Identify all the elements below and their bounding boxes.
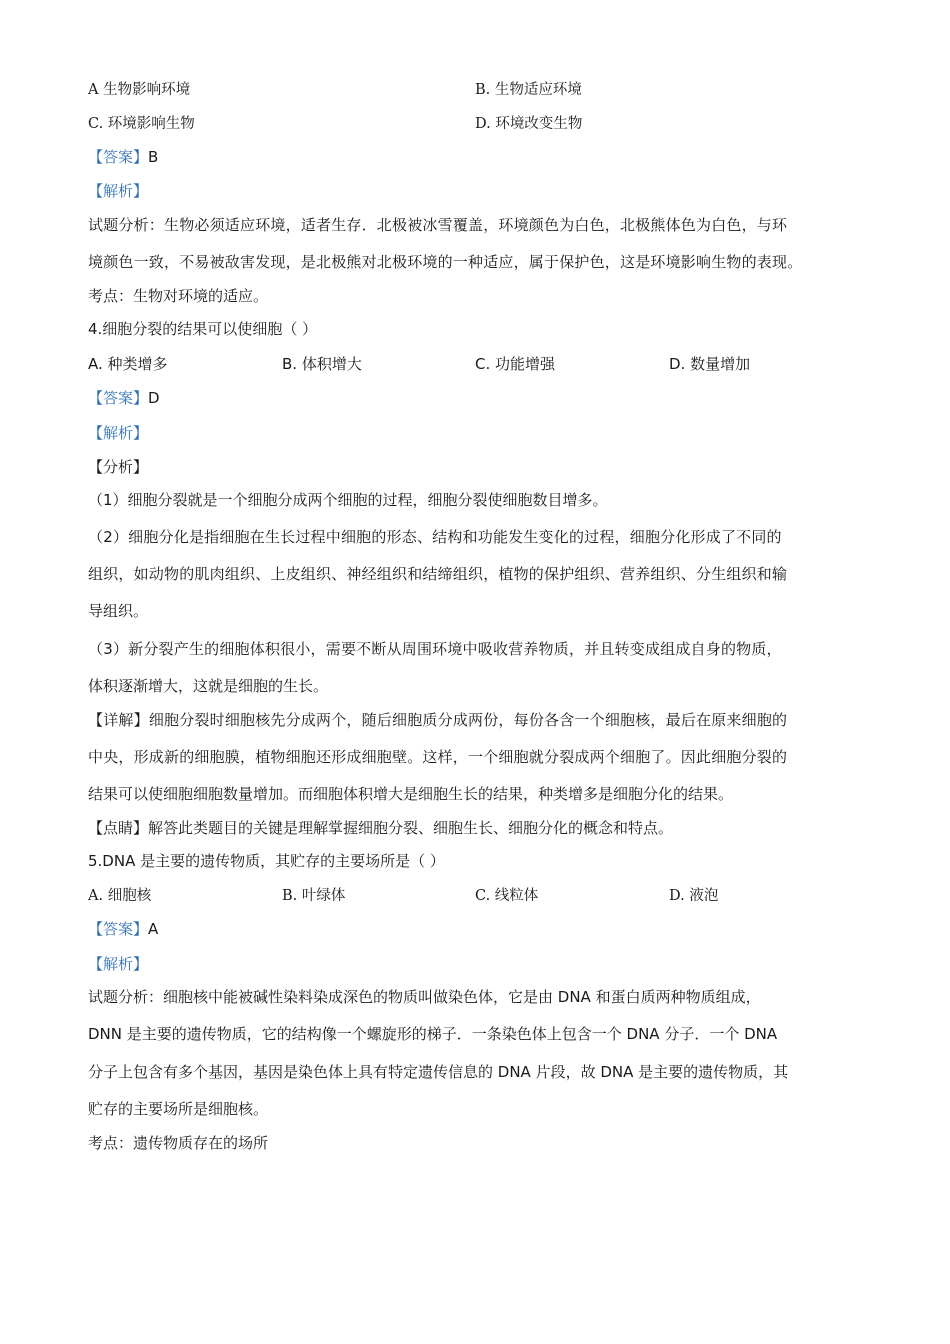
q5-analysis-line-3: 分子上包含有多个基因，基因是染色体上具有特定遗传信息的 DNA 片段，故 DNA 是主要的遗传物质，其 [88,1063,789,1081]
tip-tag: 【点睛】 [88,819,149,837]
answer-value: B [148,148,159,166]
q4-point-2-line-2: 组织，如动物的肌肉组织、上皮组织、神经组织和结缔组织，植物的保护组织、营养组织、分生组织和输 [88,565,788,583]
q4-option-d: D. 数量增加 [669,355,751,373]
q3-answer [88,145,158,169]
q5-answer [88,917,158,941]
answer-tag: 【答案】 [88,148,149,166]
q5-option-a: A. 细胞核 [88,888,152,904]
q5-kaodian: 考点：遗传物质存在的场所 [88,1134,269,1152]
q4-detail-line-2: 中央，形成新的细胞膜，植物细胞还形成细胞壁。这样，一个细胞就分裂成两个细胞了。因此细胞分裂的 [88,748,788,766]
detail-text: 细胞分裂时细胞核先分成两个，随后细胞质分成两份，每份各含一个细胞核，最后在原来细胞的 [148,711,788,729]
q5-analysis-line-4: 贮存的主要场所是细胞核。 [88,1100,269,1118]
q3-analysis-tag: 【解析】 [88,182,149,200]
q5-analysis-line-1: 试题分析：细胞核中能被碱性染料染成深色的物质叫做染色体，它是由 DNA 和蛋白质两种物质组成， [88,988,761,1006]
q5-analysis-line-2: DNN 是主要的遗传物质，它的结构像一个螺旋形的梯子．一条染色体上包含一个 DNA 分子．一个 DNA [88,1025,778,1043]
q5-option-c: C. 线粒体 [475,888,539,904]
q4-option-a: A. 种类增多 [88,355,168,373]
q4-point-2-line-1: （2）细胞分化是指细胞在生长过程中细胞的形态、结构和功能发生变化的过程，细胞分化形成了不同的 [88,528,782,546]
q3-kaodian: 考点：生物对环境的适应。 [88,287,269,305]
q5-stem: 5.DNA 是主要的遗传物质，其贮存的主要场所是（ ） [88,852,445,870]
q3-option-b: B. 生物适应环境 [475,82,582,98]
tip-text: 解答此类题目的关键是理解掌握细胞分裂、细胞生长、细胞分化的概念和特点。 [148,819,674,837]
q3-analysis-line-2: 境颜色一致，不易被敌害发现，是北极熊对北极环境的一种适应，属于保护色，这是环境影响生物的表现。 [88,253,803,271]
q3-option-a: A 生物影响环境 [88,82,191,98]
answer-tag: 【答案】 [88,920,149,938]
q4-analysis-tag: 【解析】 [88,424,149,442]
q4-point-1: （1）细胞分裂就是一个细胞分成两个细胞的过程，细胞分裂使细胞数目增多。 [88,491,608,509]
q4-detail-line-1 [88,708,787,732]
q4-answer [88,386,160,410]
q3-option-d: D. 环境改变生物 [475,116,583,132]
q4-point-3-line-1: （3）新分裂产生的细胞体积很小，需要不断从周围环境中吸收营养物质，并且转变成组成自身的物质， [88,640,782,658]
answer-value: D [148,389,160,407]
q4-detail-line-3: 结果可以使细胞细胞数量增加。而细胞体积增大是细胞生长的结果，种类增多是细胞分化的结果。 [88,785,734,803]
q5-option-d: D. 液泡 [669,888,719,904]
q3-option-c: C. 环境影响生物 [88,116,195,132]
q5-option-b: B. 叶绿体 [282,888,346,904]
q4-fenxi-tag: 【分析】 [88,458,149,476]
q4-stem: 4.细胞分裂的结果可以使细胞（ ） [88,320,318,338]
answer-tag: 【答案】 [88,389,149,407]
answer-value: A [148,920,159,938]
q4-tip [88,816,673,840]
q4-point-2-line-3: 导组织。 [88,602,149,620]
q4-option-b: B. 体积增大 [282,355,362,373]
q4-point-3-line-2: 体积逐渐增大，这就是细胞的生长。 [88,677,329,695]
detail-tag: 【详解】 [88,711,149,729]
q3-analysis-line-1: 试题分析：生物必须适应环境，适者生存．北极被冰雪覆盖，环境颜色为白色，北极熊体色为白色，与环 [88,216,788,234]
q4-option-c: C. 功能增强 [475,355,556,373]
q5-analysis-tag: 【解析】 [88,955,149,973]
